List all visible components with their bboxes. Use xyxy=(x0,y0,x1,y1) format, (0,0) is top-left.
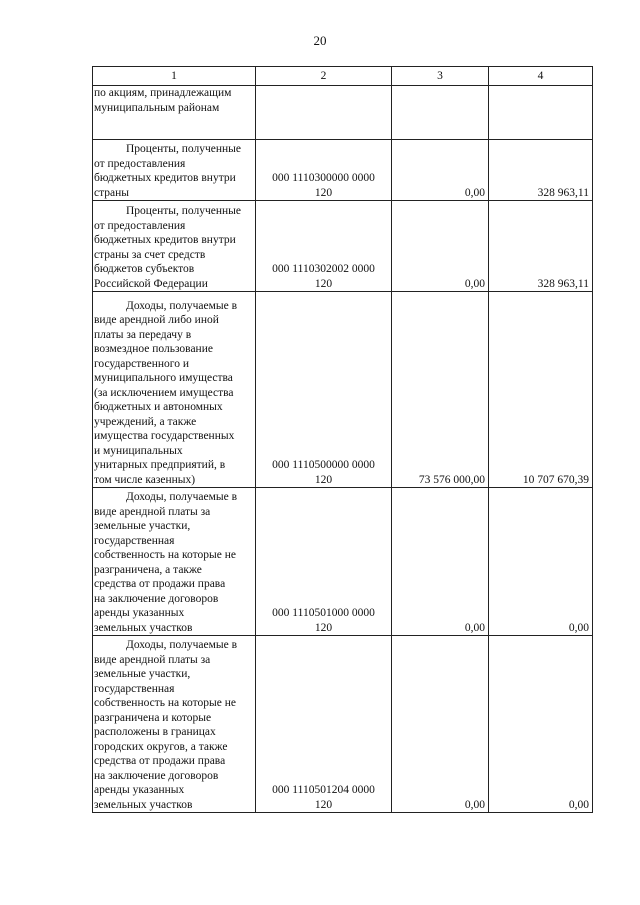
table-row xyxy=(93,140,593,201)
row-plan-value: 0,00 xyxy=(392,636,489,813)
row-plan-value xyxy=(392,86,489,140)
row-plan-value: 73 576 000,00 xyxy=(392,292,489,488)
row-description xyxy=(93,488,256,636)
row-code: 000 1110501204 0000 120 xyxy=(256,636,392,813)
row-plan-value: 0,00 xyxy=(392,488,489,636)
table-row xyxy=(93,292,593,488)
page-number: 20 xyxy=(313,33,327,48)
row-code: 000 1110302002 0000 120 xyxy=(256,201,392,292)
header-col-2: 2 xyxy=(256,67,392,86)
row-description xyxy=(93,636,256,813)
row-description-text: Проценты, полученные от предоставления бюджетных кредитов внутри страны за счет средств бюджетов субъектов Российской Федерации xyxy=(94,205,241,290)
row-actual-value: 0,00 xyxy=(489,636,593,813)
row-description-text: Доходы, получаемые в виде арендной платы за земельные участки, государственная собственность на которые не разграничена, а также средства от продажи права на заключение договоров аренды указанных земельных участков xyxy=(94,491,238,634)
table-row xyxy=(93,86,593,140)
row-description xyxy=(93,292,256,488)
revenue-table xyxy=(92,66,593,813)
row-actual-value: 328 963,11 xyxy=(489,140,593,201)
row-actual-value: 0,00 xyxy=(489,488,593,636)
row-actual-value: 328 963,11 xyxy=(489,201,593,292)
row-plan-value: 0,00 xyxy=(392,140,489,201)
table-row xyxy=(93,488,593,636)
table-row xyxy=(93,201,593,292)
header-row xyxy=(93,67,593,86)
row-description-text: Проценты, полученные от предоставления бюджетных кредитов внутри страны xyxy=(94,143,241,199)
row-code: 000 1110501000 0000 120 xyxy=(256,488,392,636)
row-description-text: Доходы, получаемые в виде арендной платы за земельные участки, государственная собственность на которые не разграничена и которые расположены в границах городских округов, а также средства от продажи права на заключение договоров аренды указанных земельных участков xyxy=(94,639,238,811)
row-actual-value xyxy=(489,86,593,140)
row-description xyxy=(93,140,256,201)
header-col-3: 3 xyxy=(392,67,489,86)
row-actual-value: 10 707 670,39 xyxy=(489,292,593,488)
table-row xyxy=(93,636,593,813)
row-description-text: Доходы, получаемые в виде арендной либо иной платы за передачу в возмездное пользование государственного и муниципального имущества (за исключением имущества бюджетных и автономных учреждений, а также имущества государственных и муниципальных унитарных предприятий, в том числе казенных) xyxy=(94,299,238,486)
header-col-4: 4 xyxy=(489,67,593,86)
row-plan-value: 0,00 xyxy=(392,201,489,292)
row-code xyxy=(256,86,392,140)
row-code: 000 1110300000 0000 120 xyxy=(256,140,392,201)
row-description: по акциям, принадлежащим муниципальным районам xyxy=(93,86,256,140)
row-code: 000 1110500000 0000 120 xyxy=(256,292,392,488)
row-description xyxy=(93,201,256,292)
header-col-1: 1 xyxy=(93,67,256,86)
